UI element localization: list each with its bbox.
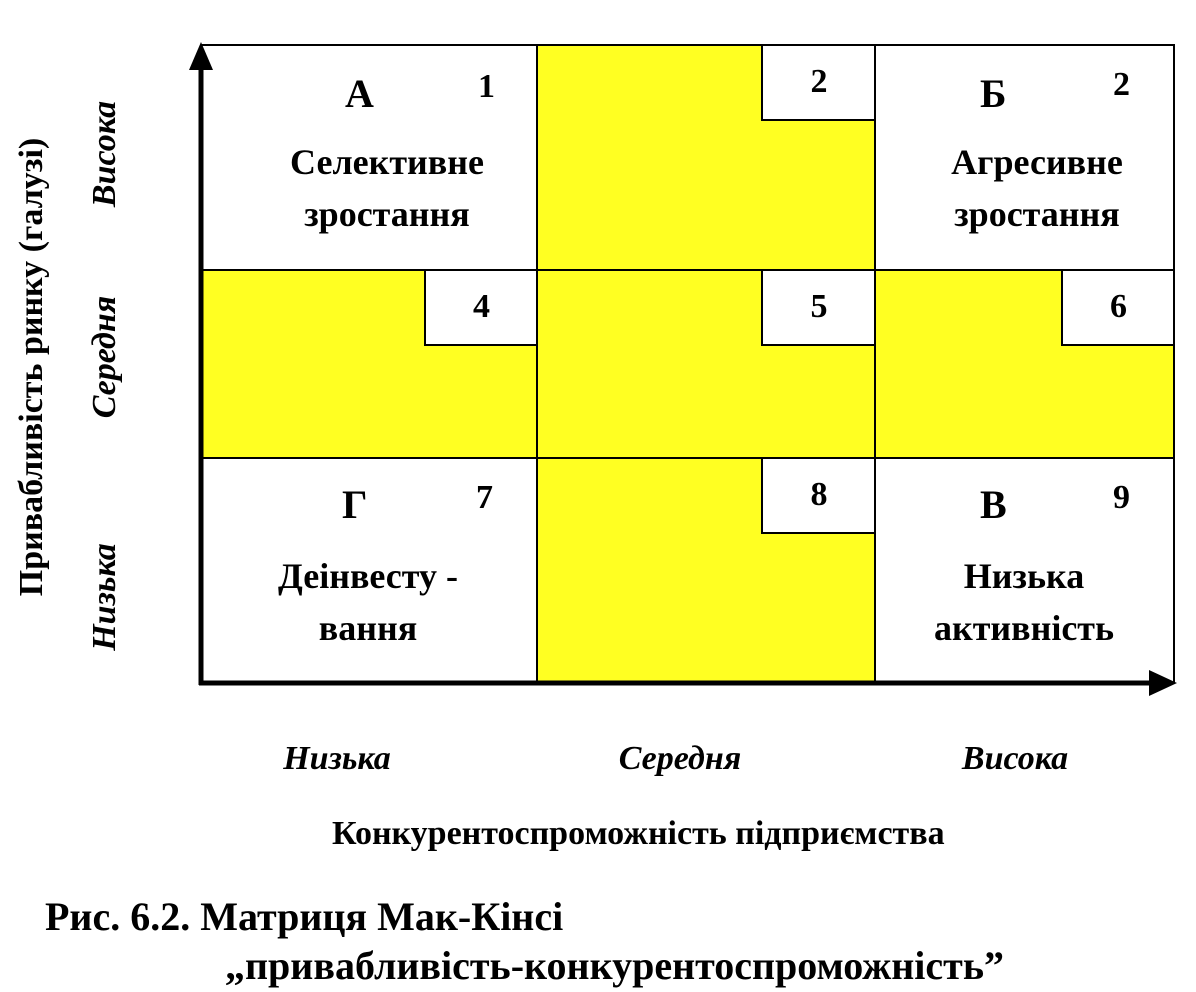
figure-caption-line2: „привабливість-конкурентоспроможність” [225,943,1004,988]
cell-4-number: 4 [424,270,537,346]
cell-3-label-line2: зростання [954,194,1120,234]
y-level-medium: Середня [86,295,123,419]
cell-3-number: 2 [1113,66,1130,103]
cell-1-label-line2: зростання [304,194,470,234]
cell-7-label-line2: вання [318,608,418,648]
figure-caption-line1: Рис. 6.2. Матриця Мак-Кінсі [45,894,564,939]
y-level-high: Висока [86,100,123,208]
cell-3-letter: Б [980,71,1007,116]
cell-1-label-line1: Селективне [290,142,484,182]
cell-9-label-line2: активність [933,608,1115,648]
cell-7-label-line1: Деінвесту - [278,556,458,596]
cell-7-letter: Г [342,482,368,527]
cell-9-number: 9 [1113,479,1130,516]
x-level-high: Висока [961,740,1069,777]
cell-5-number: 5 [761,270,875,346]
cell-1-letter: А [345,71,374,116]
cell-7-number: 7 [476,479,493,516]
x-axis-title: Конкурентоспроможність підприємства [332,815,945,852]
y-level-low: Низька [86,543,123,651]
x-level-medium: Середня [618,740,742,777]
cell-6-number: 6 [1061,270,1174,346]
cell-9-label-line1: Низька [963,556,1085,596]
cell-2-number: 2 [761,45,875,121]
x-axis-arrow-icon [1149,670,1177,696]
y-axis-arrow-icon [189,42,213,70]
cell-3-label-line1: Агресивне [951,142,1123,182]
cell-1-number: 1 [478,68,495,105]
cell-9-letter: В [980,482,1007,527]
x-level-low: Низька [283,740,391,777]
y-axis-title: Привабливість ринку (галузі) [13,137,50,597]
cell-8-number: 8 [761,458,875,534]
